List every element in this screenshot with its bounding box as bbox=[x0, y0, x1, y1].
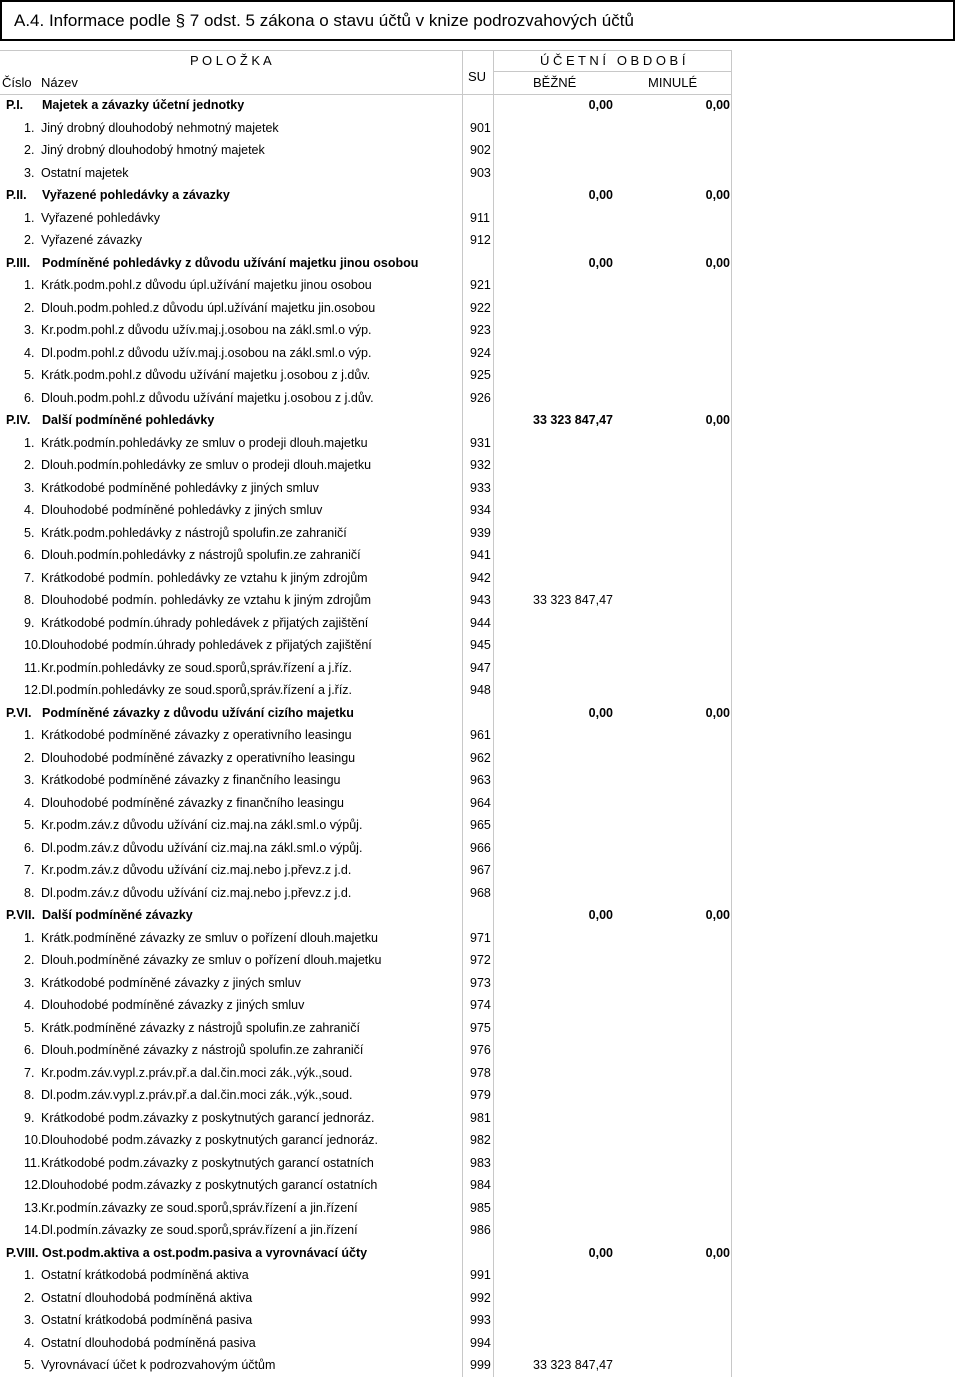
table-row bbox=[0, 1039, 733, 1062]
item-number: 13. bbox=[24, 1200, 42, 1215]
item-name: Krátkodobé podmíněné závazky z finančního leasingu bbox=[41, 773, 341, 788]
item-number: 4. bbox=[24, 998, 35, 1013]
su-code: 901 bbox=[470, 120, 491, 135]
item-number: 5. bbox=[24, 1020, 35, 1035]
su-code: 963 bbox=[470, 773, 491, 788]
item-name: Jiný drobný dlouhodobý nehmotný majetek bbox=[41, 120, 279, 135]
item-name: Kr.podm.záv.vypl.z.práv.př.a dal.čin.moci zák.,výk.,soud. bbox=[41, 1065, 353, 1080]
item-name: Krátkodobé podmíněné pohledávky z jiných smluv bbox=[41, 480, 319, 495]
section-code: P.VII. bbox=[6, 908, 35, 923]
header-cislo: Číslo bbox=[2, 75, 32, 90]
section-row bbox=[0, 904, 733, 927]
item-name: Dlouhodobé podmíněné závazky z jiných smluv bbox=[41, 998, 305, 1013]
su-code: 976 bbox=[470, 1043, 491, 1058]
table-row bbox=[0, 1287, 733, 1310]
su-code: 939 bbox=[470, 525, 491, 540]
table-row bbox=[0, 1197, 733, 1220]
item-name: Krátkodobé podmíněné závazky z jiných smluv bbox=[41, 975, 301, 990]
item-name: Ostatní majetek bbox=[41, 165, 129, 180]
item-number: 3. bbox=[24, 773, 35, 788]
table-row bbox=[0, 454, 733, 477]
item-number: 5. bbox=[24, 818, 35, 833]
su-code: 971 bbox=[470, 930, 491, 945]
su-code: 984 bbox=[470, 1178, 491, 1193]
item-name: Dlouhodobé podm.závazky z poskytnutých garancí ostatních bbox=[41, 1178, 378, 1193]
item-number: 2. bbox=[24, 233, 35, 248]
grid-line bbox=[0, 50, 732, 51]
item-name: Dlouh.podmín.pohledávky z nástrojů spolufin.ze zahraničí bbox=[41, 548, 361, 563]
table-row bbox=[0, 657, 733, 680]
table-row bbox=[0, 297, 733, 320]
table-row bbox=[0, 1129, 733, 1152]
current-value: 0,00 bbox=[588, 255, 613, 270]
section-name: Podmíněné závazky z důvodu užívání cizího majetku bbox=[42, 705, 354, 720]
item-name: Dlouhodobé podmín. pohledávky ze vztahu k jiným zdrojům bbox=[41, 593, 372, 608]
item-name: Ostatní krátkodobá podmíněná pasiva bbox=[41, 1313, 253, 1328]
item-number: 5. bbox=[24, 368, 35, 383]
current-value: 33 323 847,47 bbox=[533, 1358, 613, 1373]
item-name: Krátkodobé podm.závazky z poskytnutých garancí ostatních bbox=[41, 1155, 374, 1170]
item-name: Krátk.podmíněné závazky z nástrojů spolufin.ze zahraničí bbox=[41, 1020, 360, 1035]
item-name: Dl.podm.pohl.z důvodu užív.maj.j.osobou na zákl.sml.o výp. bbox=[41, 345, 372, 360]
previous-value: 0,00 bbox=[705, 98, 730, 113]
su-code: 903 bbox=[470, 165, 491, 180]
item-number: 5. bbox=[24, 525, 35, 540]
previous-value: 0,00 bbox=[705, 705, 730, 720]
su-code: 986 bbox=[470, 1223, 491, 1238]
table-row bbox=[0, 207, 733, 230]
item-name: Dlouh.podmíněné závazky z nástrojů spolufin.ze zahraničí bbox=[41, 1043, 364, 1058]
table-row bbox=[0, 814, 733, 837]
su-code: 985 bbox=[470, 1200, 491, 1215]
item-number: 8. bbox=[24, 885, 35, 900]
table-row bbox=[0, 477, 733, 500]
grid-line bbox=[493, 71, 732, 72]
item-name: Vyrovnávací účet k podrozvahovým účtům bbox=[41, 1358, 276, 1373]
table-row bbox=[0, 319, 733, 342]
header-nazev: Název bbox=[41, 75, 78, 90]
su-code: 992 bbox=[470, 1290, 491, 1305]
item-number: 1. bbox=[24, 1268, 35, 1283]
item-name: Kr.podm.záv.z důvodu užívání ciz.maj.na zákl.sml.o výpůj. bbox=[41, 818, 363, 833]
item-number: 3. bbox=[24, 480, 35, 495]
item-number: 7. bbox=[24, 863, 35, 878]
previous-value: 0,00 bbox=[705, 413, 730, 428]
item-name: Vyřazené pohledávky bbox=[41, 210, 161, 225]
item-name: Krátk.podm.pohl.z důvodu užívání majetku j.osobou z j.dův. bbox=[41, 368, 371, 383]
item-number: 3. bbox=[24, 1313, 35, 1328]
su-code: 942 bbox=[470, 570, 491, 585]
item-number: 12. bbox=[24, 1178, 42, 1193]
table-row bbox=[0, 229, 733, 252]
section-name: Majetek a závazky účetní jednotky bbox=[42, 98, 245, 113]
section-code: P.VIII. bbox=[6, 1245, 39, 1260]
header-su: SU bbox=[468, 69, 487, 84]
item-number: 10. bbox=[24, 1133, 42, 1148]
item-number: 8. bbox=[24, 1088, 35, 1103]
su-code: 973 bbox=[470, 975, 491, 990]
su-code: 926 bbox=[470, 390, 491, 405]
item-name: Krátk.podm.pohledávky z nástrojů spolufin.ze zahraničí bbox=[41, 525, 347, 540]
table-row bbox=[0, 634, 733, 657]
section-row bbox=[0, 252, 733, 275]
su-code: 923 bbox=[470, 323, 491, 338]
table-row bbox=[0, 1084, 733, 1107]
item-number: 4. bbox=[24, 1335, 35, 1350]
item-number: 14. bbox=[24, 1223, 42, 1238]
item-name: Dlouhodobé podmíněné závazky z finančního leasingu bbox=[41, 795, 344, 810]
previous-value: 0,00 bbox=[705, 908, 730, 923]
su-code: 932 bbox=[470, 458, 491, 473]
item-name: Dl.podmín.pohledávky ze soud.sporů,správ.řízení a j.říz. bbox=[41, 683, 353, 698]
su-code: 948 bbox=[470, 683, 491, 698]
item-number: 3. bbox=[24, 975, 35, 990]
item-number: 9. bbox=[24, 615, 35, 630]
su-code: 947 bbox=[470, 660, 491, 675]
item-name: Kr.podmín.závazky ze soud.sporů,správ.řízení a jin.řízení bbox=[41, 1200, 358, 1215]
table-row bbox=[0, 499, 733, 522]
table-row bbox=[0, 1354, 733, 1377]
item-number: 1. bbox=[24, 435, 35, 450]
su-code: 999 bbox=[470, 1358, 491, 1373]
current-value: 33 323 847,47 bbox=[533, 413, 613, 428]
su-code: 981 bbox=[470, 1110, 491, 1125]
item-number: 3. bbox=[24, 165, 35, 180]
item-number: 4. bbox=[24, 795, 35, 810]
header-bezne: BĚŽNÉ bbox=[533, 75, 577, 90]
item-name: Dl.podm.záv.z důvodu užívání ciz.maj.nebo j.převz.z j.d. bbox=[41, 885, 352, 900]
item-number: 1. bbox=[24, 120, 35, 135]
table-row bbox=[0, 1152, 733, 1175]
item-number: 6. bbox=[24, 390, 35, 405]
table-row bbox=[0, 792, 733, 815]
item-name: Dlouhodobé podmíněné závazky z operativního leasingu bbox=[41, 750, 356, 765]
table-row bbox=[0, 387, 733, 410]
title-box bbox=[0, 0, 955, 41]
item-name: Dl.podm.záv.z důvodu užívání ciz.maj.na zákl.sml.o výpůj. bbox=[41, 840, 363, 855]
table-row bbox=[0, 342, 733, 365]
section-name: Další podmíněné pohledávky bbox=[42, 413, 215, 428]
su-code: 972 bbox=[470, 953, 491, 968]
item-number: 3. bbox=[24, 323, 35, 338]
table-row bbox=[0, 432, 733, 455]
item-name: Dlouhodobé podm.závazky z poskytnutých garancí jednoráz. bbox=[41, 1133, 378, 1148]
table-row bbox=[0, 589, 733, 612]
item-number: 4. bbox=[24, 345, 35, 360]
item-name: Ostatní dlouhodobá podmíněná aktiva bbox=[41, 1290, 253, 1305]
table-row bbox=[0, 1017, 733, 1040]
previous-value: 0,00 bbox=[705, 255, 730, 270]
table-row bbox=[0, 927, 733, 950]
item-number: 1. bbox=[24, 930, 35, 945]
table-row bbox=[0, 972, 733, 995]
header-polozka: P O L O Ž K A bbox=[190, 53, 272, 68]
su-code: 902 bbox=[470, 143, 491, 158]
item-number: 2. bbox=[24, 1290, 35, 1305]
su-code: 979 bbox=[470, 1088, 491, 1103]
su-code: 965 bbox=[470, 818, 491, 833]
table-row bbox=[0, 567, 733, 590]
su-code: 925 bbox=[470, 368, 491, 383]
table-row bbox=[0, 274, 733, 297]
su-code: 983 bbox=[470, 1155, 491, 1170]
item-name: Dlouh.podmín.pohledávky ze smluv o prodeji dlouh.majetku bbox=[41, 458, 372, 473]
su-code: 966 bbox=[470, 840, 491, 855]
item-name: Dlouhodobé podmín.úhrady pohledávek z přijatých zajištění bbox=[41, 638, 372, 653]
item-name: Dl.podmín.závazky ze soud.sporů,správ.řízení a jin.řízení bbox=[41, 1223, 358, 1238]
table-row bbox=[0, 1309, 733, 1332]
section-row bbox=[0, 1242, 733, 1265]
item-number: 6. bbox=[24, 548, 35, 563]
table-row bbox=[0, 724, 733, 747]
item-name: Dlouh.podmíněné závazky ze smluv o pořízení dlouh.majetku bbox=[41, 953, 382, 968]
table-row bbox=[0, 994, 733, 1017]
item-number: 11. bbox=[24, 660, 41, 675]
item-name: Dl.podm.záv.vypl.z.práv.př.a dal.čin.moci zák.,výk.,soud. bbox=[41, 1088, 353, 1103]
table-row bbox=[0, 612, 733, 635]
previous-value: 0,00 bbox=[705, 1245, 730, 1260]
table-row bbox=[0, 1062, 733, 1085]
item-name: Kr.podmín.pohledávky ze soud.sporů,správ.řízení a j.říz. bbox=[41, 660, 353, 675]
item-number: 7. bbox=[24, 1065, 35, 1080]
item-number: 1. bbox=[24, 278, 35, 293]
item-number: 11. bbox=[24, 1155, 41, 1170]
su-code: 962 bbox=[470, 750, 491, 765]
su-code: 982 bbox=[470, 1133, 491, 1148]
table-row bbox=[0, 882, 733, 905]
table-row bbox=[0, 1174, 733, 1197]
item-name: Krátk.podmíněné závazky ze smluv o pořízení dlouh.majetku bbox=[41, 930, 378, 945]
item-name: Dlouh.podm.pohled.z důvodu úpl.užívání majetku jin.osobou bbox=[41, 300, 376, 315]
table-row bbox=[0, 1219, 733, 1242]
section-row bbox=[0, 184, 733, 207]
current-value: 0,00 bbox=[588, 705, 613, 720]
su-code: 912 bbox=[470, 233, 491, 248]
section-code: P.VI. bbox=[6, 705, 32, 720]
su-code: 941 bbox=[470, 548, 491, 563]
current-value: 0,00 bbox=[588, 908, 613, 923]
section-code: P.IV. bbox=[6, 413, 31, 428]
su-code: 991 bbox=[470, 1268, 491, 1283]
su-code: 975 bbox=[470, 1020, 491, 1035]
item-name: Ostatní dlouhodobá podmíněná pasiva bbox=[41, 1335, 256, 1350]
current-value: 0,00 bbox=[588, 98, 613, 113]
table-row bbox=[0, 837, 733, 860]
current-value: 0,00 bbox=[588, 1245, 613, 1260]
su-code: 922 bbox=[470, 300, 491, 315]
table-row bbox=[0, 679, 733, 702]
item-number: 5. bbox=[24, 1358, 35, 1373]
item-name: Kr.podm.pohl.z důvodu užív.maj.j.osobou na zákl.sml.o výp. bbox=[41, 323, 372, 338]
table-row bbox=[0, 162, 733, 185]
su-code: 967 bbox=[470, 863, 491, 878]
su-code: 934 bbox=[470, 503, 491, 518]
su-code: 921 bbox=[470, 278, 491, 293]
item-number: 8. bbox=[24, 593, 35, 608]
item-number: 2. bbox=[24, 300, 35, 315]
item-name: Krátkodobé podmín.úhrady pohledávek z přijatých zajištění bbox=[41, 615, 369, 630]
su-code: 944 bbox=[470, 615, 491, 630]
item-number: 9. bbox=[24, 1110, 35, 1125]
item-number: 2. bbox=[24, 458, 35, 473]
item-number: 6. bbox=[24, 840, 35, 855]
section-row bbox=[0, 702, 733, 725]
item-name: Krátk.podm.pohl.z důvodu úpl.užívání majetku jinou osobou bbox=[41, 278, 372, 293]
su-code: 945 bbox=[470, 638, 491, 653]
item-number: 1. bbox=[24, 728, 35, 743]
table-row bbox=[0, 522, 733, 545]
su-code: 974 bbox=[470, 998, 491, 1013]
table-row bbox=[0, 544, 733, 567]
table-row bbox=[0, 859, 733, 882]
section-row bbox=[0, 409, 733, 432]
item-name: Jiný drobný dlouhodobý hmotný majetek bbox=[41, 143, 265, 158]
item-number: 10. bbox=[24, 638, 42, 653]
su-code: 943 bbox=[470, 593, 491, 608]
page-title: A.4. Informace podle § 7 odst. 5 zákona o stavu účtů v knize podrozvahových účtů bbox=[14, 11, 634, 30]
su-code: 911 bbox=[470, 210, 490, 225]
su-code: 924 bbox=[470, 345, 491, 360]
current-value: 33 323 847,47 bbox=[533, 593, 613, 608]
item-name: Krátk.podmín.pohledávky ze smluv o prodeji dlouh.majetku bbox=[41, 435, 368, 450]
section-name: Ost.podm.aktiva a ost.podm.pasiva a vyrovnávací účty bbox=[42, 1245, 368, 1260]
header-obdobi: Ú Č E T N Í O B D O B Í bbox=[540, 53, 686, 68]
table-row bbox=[0, 1107, 733, 1130]
item-name: Krátkodobé podmíněné závazky z operativního leasingu bbox=[41, 728, 352, 743]
header-minule: MINULÉ bbox=[648, 75, 698, 90]
su-code: 964 bbox=[470, 795, 491, 810]
section-code: P.III. bbox=[6, 255, 31, 270]
table-row bbox=[0, 117, 733, 140]
su-code: 994 bbox=[470, 1335, 491, 1350]
table-row bbox=[0, 949, 733, 972]
item-number: 4. bbox=[24, 503, 35, 518]
section-name: Další podmíněné závazky bbox=[42, 908, 193, 923]
su-code: 978 bbox=[470, 1065, 491, 1080]
table-row bbox=[0, 364, 733, 387]
table-row bbox=[0, 769, 733, 792]
item-number: 7. bbox=[24, 570, 35, 585]
item-number: 2. bbox=[24, 750, 35, 765]
section-row bbox=[0, 94, 733, 117]
table-row bbox=[0, 747, 733, 770]
item-number: 1. bbox=[24, 210, 35, 225]
item-name: Vyřazené závazky bbox=[41, 233, 142, 248]
su-code: 968 bbox=[470, 885, 491, 900]
item-number: 12. bbox=[24, 683, 42, 698]
item-name: Dlouhodobé podmíněné pohledávky z jiných smluv bbox=[41, 503, 323, 518]
item-number: 6. bbox=[24, 1043, 35, 1058]
item-name: Kr.podm.záv.z důvodu užívání ciz.maj.nebo j.převz.z j.d. bbox=[41, 863, 352, 878]
current-value: 0,00 bbox=[588, 188, 613, 203]
su-code: 933 bbox=[470, 480, 491, 495]
su-code: 931 bbox=[470, 435, 491, 450]
su-code: 993 bbox=[470, 1313, 491, 1328]
previous-value: 0,00 bbox=[705, 188, 730, 203]
table-row bbox=[0, 1332, 733, 1355]
item-number: 2. bbox=[24, 143, 35, 158]
item-name: Ostatní krátkodobá podmíněná aktiva bbox=[41, 1268, 249, 1283]
table-row bbox=[0, 139, 733, 162]
table-row bbox=[0, 1264, 733, 1287]
item-name: Krátkodobé podm.závazky z poskytnutých garancí jednoráz. bbox=[41, 1110, 375, 1125]
su-code: 961 bbox=[470, 728, 491, 743]
item-number: 2. bbox=[24, 953, 35, 968]
section-code: P.I. bbox=[6, 98, 24, 113]
section-name: Podmíněné pohledávky z důvodu užívání majetku jinou osobou bbox=[42, 255, 419, 270]
section-code: P.II. bbox=[6, 188, 27, 203]
item-name: Krátkodobé podmín. pohledávky ze vztahu k jiným zdrojům bbox=[41, 570, 368, 585]
item-name: Dlouh.podm.pohl.z důvodu užívání majetku j.osobou z j.dův. bbox=[41, 390, 374, 405]
section-name: Vyřazené pohledávky a závazky bbox=[42, 188, 230, 203]
